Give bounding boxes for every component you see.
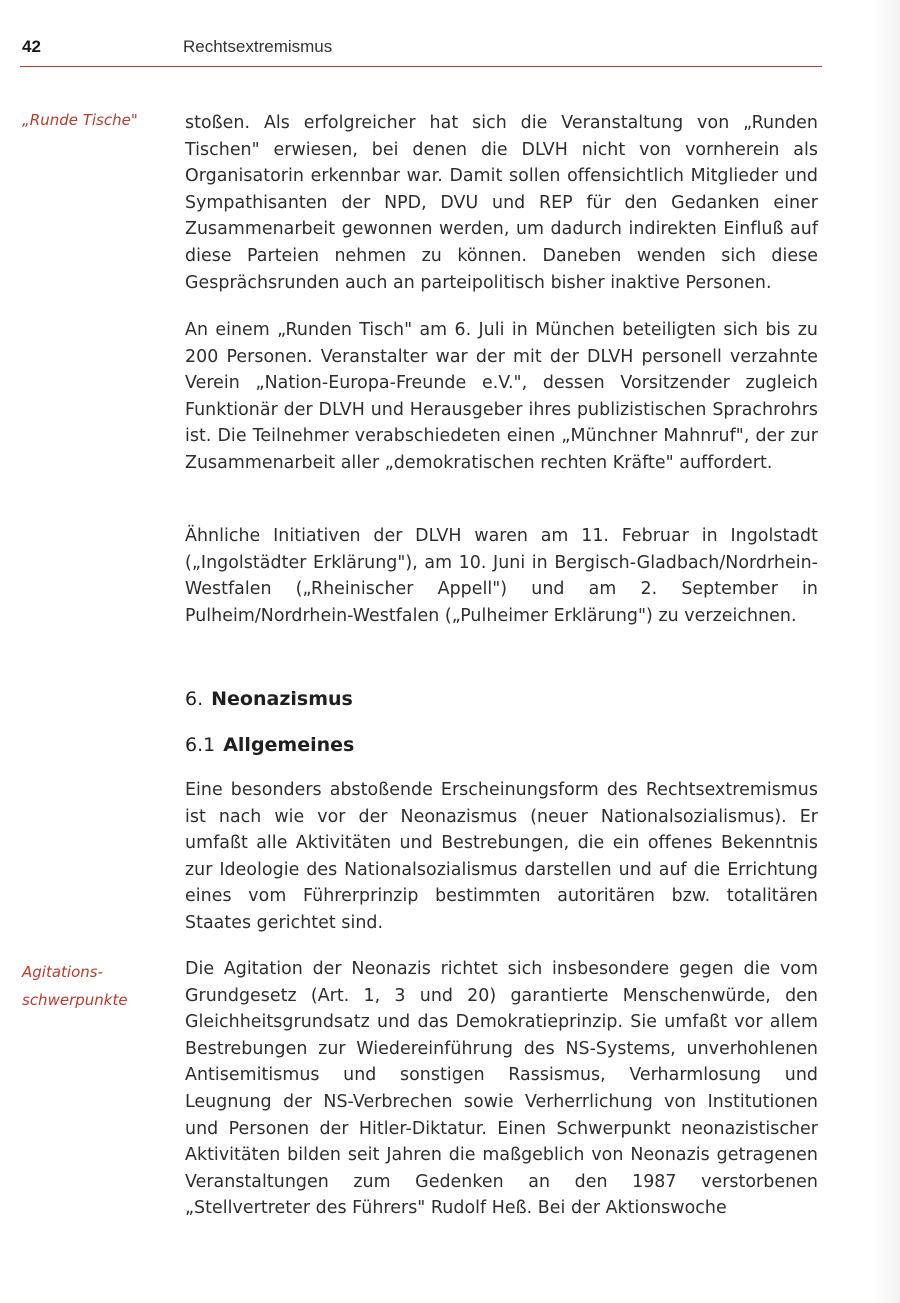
section-title: Neonazismus <box>211 688 353 710</box>
header-rule <box>20 66 822 67</box>
section-title: Allgemeines <box>223 734 355 756</box>
margin-note-agitation: Agitations- schwerpunkte <box>22 963 128 1009</box>
section-number: 6.1 <box>185 734 216 756</box>
section-number: 6. <box>185 688 204 710</box>
paragraph-3: Ähnliche Initiativen der DLVH waren am 11. Februar in Ingolstadt („Ingolstädter Erklärung"), am 10. Juni in Bergisch-Gladbach/Nordrhein-Westfalen („Rheinischer Appell") und am 2. September in Pulheim/Nordrhein-Westfalen („Pulheimer Erklärung") zu verzeichnen. <box>185 526 818 626</box>
running-head: Rechtsextremismus <box>183 37 333 56</box>
margin-note-runde-tische: „Runde Tische" <box>22 111 138 129</box>
page-edge-shadow <box>872 0 900 1303</box>
page-number: 42 <box>22 37 41 56</box>
paragraph-1: stoßen. Als erfolgreicher hat sich die Veranstaltung von „Runden Tischen" erwiesen, bei denen die DLVH nicht von vornherein als Organisatorin erkennbar war. Damit sollen offensichtlich Mitglieder und Sympathisanten der NPD, DVU und REP für den Gedanken einer Zusammenarbeit gewonnen werden, um dadurch indirekten Einfluß auf diese Parteien nehmen zu können. Daneben wenden sich diese Gesprächsrunden auch an parteipolitisch bisher inaktive Personen. <box>185 113 818 293</box>
section-heading-6 <box>185 688 353 710</box>
paragraph-5: Die Agitation der Neonazis richtet sich insbesondere gegen die vom Grundgesetz (Art. 1, 3 und 20) garantierte Menschenwürde, den Gleichheitsgrundsatz und das Demokratieprinzip. Sie umfaßt vor allem Bestrebungen zur Wiedereinführung des NS-Systems, unverhohlenen Antisemitismus und sonstigen Rassismus, Verharmlosung und Leugnung der NS-Verbrechen sowie Verherrlichung von Institutionen und Personen der Hitler-Diktatur. Einen Schwerpunkt neonazistischer Aktivitäten bilden seit Jahren die maßgeblich von Neonazis getragenen Veranstaltungen zum Gedenken an den 1987 verstorbenen „Stellvertreter des Führers" Rudolf Heß. Bei der Aktionswoche <box>185 959 818 1219</box>
paragraph-2: An einem „Runden Tisch" am 6. Juli in München beteiligten sich bis zu 200 Personen. Veranstalter war der mit der DLVH personell verzahnte Verein „Nation-Europa-Freunde e.V.", dessen Vorsitzender zugleich Funktionär der DLVH und Herausgeber ihres publizistischen Sprachrohrs ist. Die Teilnehmer verabschiedeten einen „Münchner Mahnruf", der zur Zusammenarbeit aller „demokratischen rechten Kräfte" auffordert. <box>185 320 818 473</box>
paragraph-4: Eine besonders abstoßende Erscheinungsform des Rechtsextremismus ist nach wie vor der Neonazismus (neuer Nationalsozialismus). Er umfaßt alle Aktivitäten und Bestrebungen, die ein offenes Bekenntnis zur Ideologie des Nationalsozialismus darstellen und auf die Errichtung eines vom Führerprinzip bestimmten autoritären bzw. totalitären Staates gerichtet sind. <box>185 780 818 933</box>
section-heading-6-1 <box>185 734 354 756</box>
